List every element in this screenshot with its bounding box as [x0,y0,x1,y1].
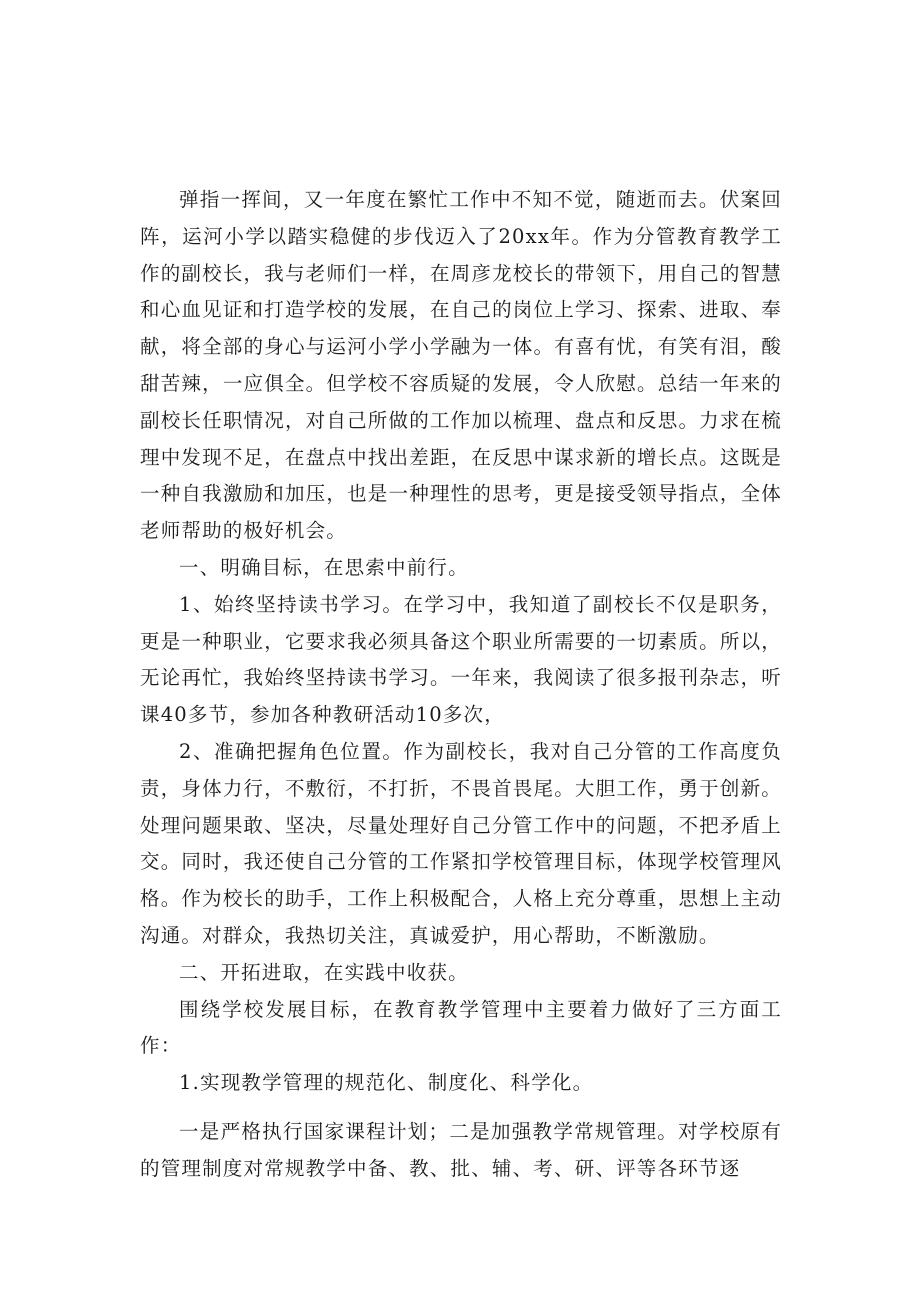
heading-section-1: 一、明确目标，在思索中前行。 [179,555,469,579]
subheading-management: 1.实现教学管理的规范化、制度化、科学化。 [179,1071,594,1095]
paragraph-role: 2、准确把握角色位置。作为副校长，我对自己分管的工作高度负责，身体力行，不敷衍，不打折，不畏首畏尾。大胆工作，勇于创新。处理问题果敢、坚决，尽量处理好自己分管工作中的问题，不把矛盾上交。同时，我还使自己分管的工作紧扣学校管理目标，体现学校管理风格。作为校长的助手，工作上积极配合，人格上充分尊重，思想上主动沟通。对群众，我热切关注，真诚爱护，用心帮助，不断激励。 [140,739,782,947]
paragraph-intro: 弹指一挥间，又一年度在繁忙工作中不知不觉，随逝而去。伏案回阵，运河小学以踏实稳健的步伐迈入了20xx年。作为分管教育教学工作的副校长，我与老师们一样，在周彦龙校长的带领下，用自己的智慧和心血见证和打造学校的发展，在自己的岗位上学习、探索、进取、奉献，将全部的身心与运河小学小学融为一体。有喜有忧，有笑有泪，酸甜苦辣，一应俱全。但学校不容质疑的发展，令人欣慰。总结一年来的副校长任职情况，对自己所做的工作加以梳理、盘点和反思。力求在梳理中发现不足，在盘点中找出差距，在反思中谋求新的增长点。这既是一种自我激励和加压，也是一种理性的思考，更是接受领导指点，全体老师帮助的极好机会。 [140,188,782,543]
paragraph-curriculum: 一是严格执行国家课程计划；二是加强教学常规管理。对学校原有的管理制度对常规教学中备、教、批、辅、考、研、评等各环节逐 [140,1119,782,1180]
paragraph-reading: 1、始终坚持读书学习。在学习中，我知道了副校长不仅是职务，更是一种职业，它要求我必须具备这个职业所需要的一切素质。所以，无论再忙，我始终坚持读书学习。一年来，我阅读了很多报刊杂志，听课40多节，参加各种教研活动10多次， [140,592,782,727]
document-body [140,182,782,1188]
paragraph-goals: 围绕学校发展目标，在教育教学管理中主要着力做好了三方面工作： [140,997,782,1058]
heading-section-2: 二、开拓进取，在实践中收获。 [179,960,469,984]
